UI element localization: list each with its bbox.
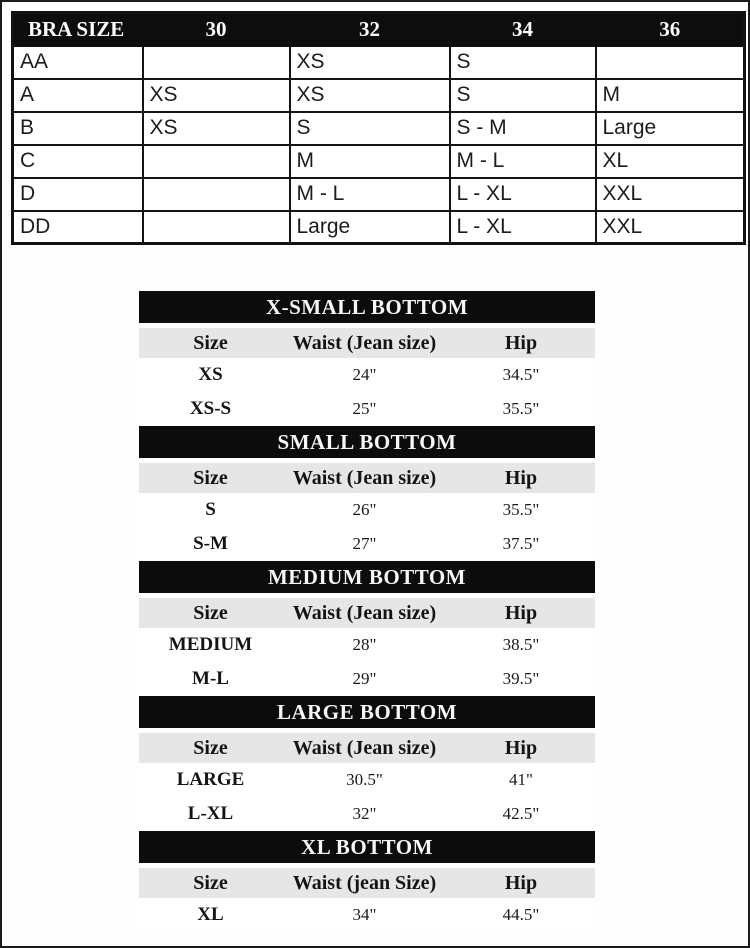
size-table-medium [139,561,595,696]
column-header-hip: Hip [504,467,538,489]
hip-cell: 41" [509,770,533,789]
hip-cell: 42.5" [502,804,540,823]
size-cell: LARGE [176,769,245,790]
waist-cell: 29" [352,669,377,688]
table-title: MEDIUM BOTTOM [139,561,595,593]
table-header-row [139,463,595,493]
hip-cell: 35.5" [502,399,540,418]
size-row [139,392,595,426]
bra-table-cell: B [13,112,143,145]
size-row [139,493,595,527]
table-title: LARGE BOTTOM [139,696,595,728]
bra-table-cell: C [13,145,143,178]
size-cell: M-L [192,668,229,689]
bra-table-cell: XS [143,79,290,112]
size-table-large [139,696,595,831]
bra-table-cell: DD [13,211,143,244]
bra-table-header-row [13,13,745,46]
bra-table-cell: S [290,112,450,145]
bra-table-row [13,211,745,244]
bra-table-cell: XL [596,145,745,178]
size-row [139,527,595,561]
bra-table-cell [143,211,290,244]
hip-cell: 44.5" [502,905,540,924]
bra-table-cell: M - L [290,178,450,211]
size-table-xl [139,831,595,932]
waist-cell: 25" [352,399,377,418]
bra-table-row [13,178,745,211]
bra-table-header-cell: 30 [143,13,290,46]
waist-cell: 26" [352,500,377,519]
waist-cell: 28" [352,635,377,654]
table-title: SMALL BOTTOM [139,426,595,458]
size-row [139,898,595,932]
size-row [139,358,595,392]
waist-cell: 32" [352,804,377,823]
bra-table-cell: M [596,79,745,112]
waist-cell: 27" [352,534,377,553]
column-header-waist: Waist (Jean size) [292,602,437,624]
bra-table-row [13,46,745,79]
column-header-hip: Hip [504,332,538,354]
bra-table-cell: XS [290,46,450,79]
bra-table-header-cell: 32 [290,13,450,46]
waist-cell: 30.5" [346,770,383,789]
size-row [139,797,595,831]
column-header-waist: Waist (Jean size) [292,332,437,354]
column-header-hip: Hip [504,737,538,759]
table-title: XL BOTTOM [139,831,595,863]
hip-cell: 34.5" [502,365,540,384]
column-header-hip: Hip [504,602,538,624]
column-header-size: Size [193,467,228,489]
size-row [139,628,595,662]
size-table-xsmall [139,291,595,426]
bra-table-cell: XXL [596,178,745,211]
table-header-row [139,328,595,358]
waist-cell: 24" [352,365,377,384]
table-header-row [139,868,595,898]
bra-table-cell: Large [290,211,450,244]
bra-table-cell: XXL [596,211,745,244]
hip-cell: 35.5" [502,500,540,519]
bra-table-cell: S - M [450,112,596,145]
size-cell: MEDIUM [168,634,253,655]
waist-cell: 34" [352,905,377,924]
bra-table-cell: S [450,46,596,79]
size-row [139,763,595,797]
column-header-size: Size [193,737,228,759]
table-header-row [139,733,595,763]
size-cell: L-XL [187,803,234,824]
size-table-small [139,426,595,561]
bra-table-cell: S [450,79,596,112]
hip-cell: 39.5" [502,669,540,688]
bra-table-header-cell: 36 [596,13,745,46]
bra-table-cell: M [290,145,450,178]
bra-table-cell: M - L [450,145,596,178]
bra-table-cell: XS [143,112,290,145]
column-header-size: Size [193,872,228,894]
bra-table-cell: XS [290,79,450,112]
size-row [139,662,595,696]
bra-size-table [11,11,746,245]
size-cell: XS [198,364,223,385]
column-header-waist: Waist (jean Size) [292,872,437,894]
column-header-hip: Hip [504,872,538,894]
size-cell: XS-S [189,398,232,419]
column-header-waist: Waist (Jean size) [292,737,437,759]
bra-table-row [13,145,745,178]
bra-table-cell [143,145,290,178]
bottom-size-tables [139,291,595,932]
column-header-waist: Waist (Jean size) [292,467,437,489]
bra-table-cell: A [13,79,143,112]
bra-table-cell [143,178,290,211]
bra-table-cell: L - XL [450,178,596,211]
size-cell: S [205,499,216,520]
bra-table-row [13,112,745,145]
bra-table-header-cell: 34 [450,13,596,46]
size-cell: S-M [193,533,228,554]
hip-cell: 37.5" [502,534,540,553]
bra-table-row [13,79,745,112]
bra-table-cell: Large [596,112,745,145]
column-header-size: Size [193,332,228,354]
table-header-row [139,598,595,628]
bra-table-cell: D [13,178,143,211]
size-cell: XL [197,904,224,925]
bra-table-cell: L - XL [450,211,596,244]
bra-table-header-cell: BRA SIZE [13,13,143,46]
hip-cell: 38.5" [502,635,540,654]
bra-table-cell [596,46,745,79]
column-header-size: Size [193,602,228,624]
table-title: X-SMALL BOTTOM [139,291,595,323]
bra-table-cell [143,46,290,79]
bra-table-cell: AA [13,46,143,79]
